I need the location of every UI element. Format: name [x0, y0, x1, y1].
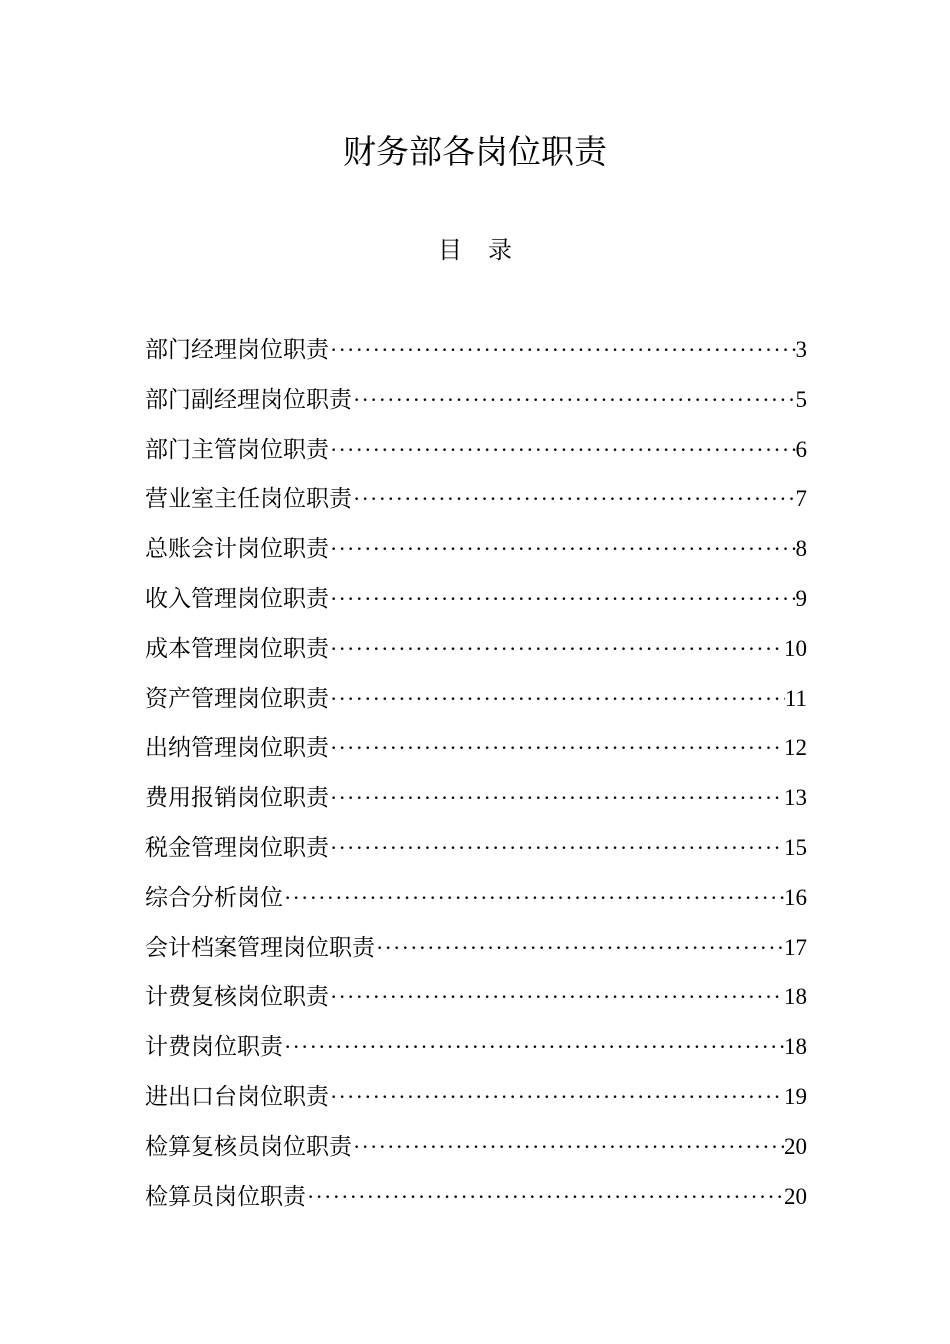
toc-entry-label: 税金管理岗位职责: [145, 834, 329, 861]
toc-entry-label: 资产管理岗位职责: [145, 685, 329, 712]
toc-entry-5[interactable]: [145, 530, 807, 580]
toc-entry-label: 总账会计岗位职责: [145, 536, 329, 563]
toc-dot-leader: [283, 879, 784, 917]
toc-dot-leader: [329, 779, 784, 817]
toc-dot-leader: [329, 630, 784, 668]
toc-entry-14[interactable]: [145, 978, 807, 1028]
toc-dot-leader: [283, 1028, 784, 1066]
toc-entry-12[interactable]: [145, 879, 807, 929]
toc-dot-leader: [329, 978, 784, 1016]
toc-page-number: 18: [784, 1034, 807, 1060]
toc-page-number: 3: [795, 337, 807, 362]
toc-dot-leader: [329, 680, 785, 718]
toc-page-number: 5: [795, 386, 807, 412]
toc-page-number: 12: [784, 735, 807, 761]
toc-dot-leader: [329, 331, 796, 369]
toc-entry-label: 计费复核岗位职责: [145, 984, 329, 1011]
toc-entry-label: 检算员岗位职责: [145, 1183, 306, 1210]
toc-entry-label: 部门经理岗位职责: [145, 337, 329, 363]
toc-entry-label: 费用报销岗位职责: [145, 785, 329, 812]
toc-entry-9[interactable]: [145, 729, 807, 779]
toc-dot-leader: [329, 580, 796, 618]
toc-dot-leader: [306, 1178, 784, 1216]
toc-entry-label: 部门主管岗位职责: [145, 436, 329, 463]
toc-dot-leader: [352, 480, 796, 518]
toc-entry-label: 部门副经理岗位职责: [145, 386, 352, 413]
toc-page-number: 8: [795, 536, 807, 562]
toc-entry-label: 综合分析岗位: [145, 884, 283, 911]
toc-heading: 目录: [438, 236, 538, 264]
table-of-contents: [145, 331, 807, 1227]
toc-entry-13[interactable]: [145, 929, 807, 979]
toc-dot-leader: [375, 929, 784, 967]
toc-entry-16[interactable]: [145, 1078, 807, 1128]
toc-page-number: 15: [784, 834, 807, 860]
toc-entry-label: 出纳管理岗位职责: [145, 735, 329, 762]
toc-page-number: 20: [784, 1133, 807, 1159]
toc-entry-label: 进出口台岗位职责: [145, 1083, 329, 1110]
toc-entry-label: 检算复核员岗位职责: [145, 1133, 352, 1160]
toc-entry-15[interactable]: [145, 1028, 807, 1078]
toc-page-number: 7: [795, 486, 807, 512]
toc-entry-1[interactable]: [145, 331, 807, 381]
toc-entry-label: 收入管理岗位职责: [145, 585, 329, 612]
toc-page-number: 19: [784, 1083, 807, 1109]
toc-entry-6[interactable]: [145, 580, 807, 630]
toc-entry-label: 计费岗位职责: [145, 1034, 283, 1061]
toc-dot-leader: [329, 729, 784, 767]
toc-entry-4[interactable]: [145, 480, 807, 530]
document-title: 财务部各岗位职责: [343, 132, 607, 171]
toc-entry-17[interactable]: [145, 1128, 807, 1178]
toc-page-number: 16: [784, 884, 807, 910]
toc-entry-label: 成本管理岗位职责: [145, 635, 329, 662]
toc-page-number: 17: [784, 934, 807, 960]
toc-entry-8[interactable]: [145, 680, 807, 730]
toc-dot-leader: [329, 1078, 784, 1116]
toc-entry-18[interactable]: [145, 1178, 807, 1228]
toc-dot-leader: [352, 381, 796, 419]
toc-dot-leader: [329, 431, 796, 469]
toc-page-number: 11: [784, 685, 807, 711]
toc-entry-label: 会计档案管理岗位职责: [145, 934, 375, 961]
toc-page-number: 13: [784, 785, 807, 811]
toc-page-number: 6: [795, 436, 807, 462]
toc-page-number: 9: [795, 585, 807, 611]
toc-entry-10[interactable]: [145, 779, 807, 829]
toc-entry-2[interactable]: [145, 381, 807, 431]
toc-entry-3[interactable]: [145, 431, 807, 481]
toc-entry-label: 营业室主任岗位职责: [145, 486, 352, 513]
toc-entry-11[interactable]: [145, 829, 807, 879]
toc-entry-7[interactable]: [145, 630, 807, 680]
toc-dot-leader: [329, 530, 796, 568]
toc-dot-leader: [352, 1128, 784, 1166]
toc-page-number: 10: [784, 635, 807, 661]
toc-page-number: 20: [784, 1183, 807, 1209]
toc-dot-leader: [329, 829, 784, 867]
toc-page-number: 18: [784, 984, 807, 1010]
